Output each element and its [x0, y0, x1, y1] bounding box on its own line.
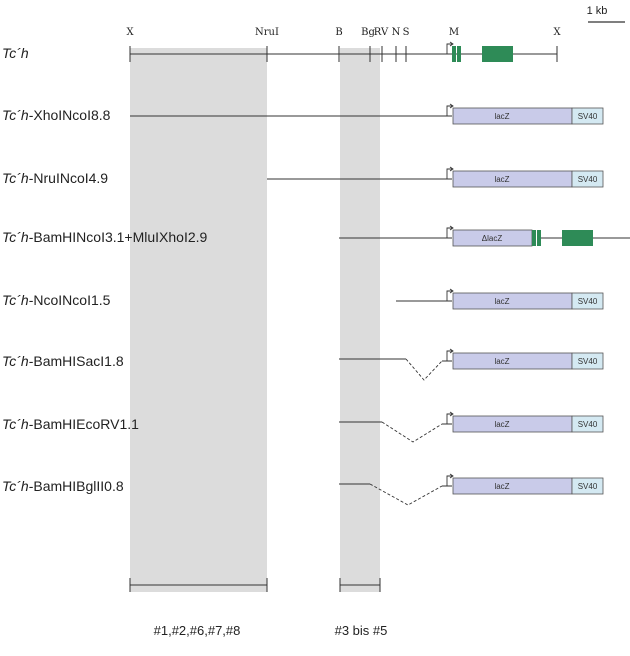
scale-bar	[587, 5, 625, 22]
construct-label-xhoincoi: Tc´h-XhoINcoI8.8	[2, 107, 111, 123]
scale-bar-label: 1 kb	[586, 5, 608, 17]
exon-1	[452, 46, 456, 62]
delta-lacz-label: ΔlacZ	[481, 234, 503, 243]
exon-2	[457, 46, 461, 62]
exon-3	[482, 46, 513, 62]
exon-1	[532, 230, 536, 246]
site-label-saci: S	[402, 27, 410, 38]
construct-label-bamhisaci: Tc´h-BamHISacI1.8	[2, 353, 124, 369]
site-label-bamhi: B	[335, 27, 343, 38]
splice-junction-line	[370, 484, 442, 505]
splice-junction-line	[406, 359, 442, 380]
construct-row-bamhibglii	[2, 474, 603, 505]
site-label-nrui: NruI	[255, 27, 279, 38]
site-label-xhoi-left: X	[126, 27, 134, 38]
restriction-site-labels	[126, 27, 561, 38]
lacz-label: lacZ	[494, 357, 510, 366]
lacz-label: lacZ	[494, 482, 510, 491]
splice-junction-line	[382, 422, 442, 442]
shaded-region-2	[340, 48, 380, 592]
lacz-label: lacZ	[494, 420, 510, 429]
region-label-2: #3 bis #5	[334, 623, 388, 638]
region-label-1: #1,#2,#6,#7,#8	[153, 623, 241, 638]
construct-row-xhoincoi	[2, 104, 603, 124]
construct-label-bamhincoi-mluixhoi: Tc´h-BamHINcoI3.1+MluIXhoI2.9	[2, 229, 208, 245]
sv40-label: SV40	[577, 482, 598, 491]
construct-row-bamhisaci	[2, 349, 603, 380]
construct-label-bamhiecorv: Tc´h-BamHIEcoRV1.1	[2, 416, 139, 432]
construct-row-bamhincoi-mluixhoi	[2, 226, 630, 246]
sv40-label: SV40	[577, 297, 598, 306]
construct-label-genomic: Tc´h	[2, 45, 29, 61]
site-label-xhoi-right: X	[553, 27, 561, 38]
construct-label-ncoincoi: Tc´h-NcoINcoI1.5	[2, 292, 111, 308]
sv40-label: SV40	[577, 357, 598, 366]
site-label-ncoi: N	[391, 27, 401, 38]
construct-row-bamhiecorv	[2, 412, 603, 442]
lacz-box	[453, 108, 572, 124]
construct-row-nruincoi	[2, 167, 603, 187]
lacz-box	[453, 171, 572, 187]
lacz-label: lacZ	[494, 297, 510, 306]
construct-label-nruincoi: Tc´h-NruINcoI4.9	[2, 170, 109, 186]
lacz-box	[453, 478, 572, 494]
exon-2	[537, 230, 541, 246]
sv40-label: SV40	[577, 420, 598, 429]
site-label-ecorv: RV	[373, 27, 389, 38]
site-label-mlui: M	[448, 27, 460, 38]
lacz-box	[453, 353, 572, 369]
lacz-label: lacZ	[494, 175, 510, 184]
construct-label-bamhibglii: Tc´h-BamHIBglII0.8	[2, 478, 124, 494]
lacz-box	[453, 293, 572, 309]
sv40-label: SV40	[577, 175, 598, 184]
site-label-bglii: Bg	[361, 27, 375, 38]
sv40-label: SV40	[577, 112, 598, 121]
exon-3	[562, 230, 593, 246]
shaded-region-1	[130, 48, 267, 592]
lacz-label: lacZ	[494, 112, 510, 121]
construct-row-genomic	[2, 42, 557, 62]
lacz-box	[453, 416, 572, 432]
construct-row-ncoincoi	[2, 289, 603, 309]
